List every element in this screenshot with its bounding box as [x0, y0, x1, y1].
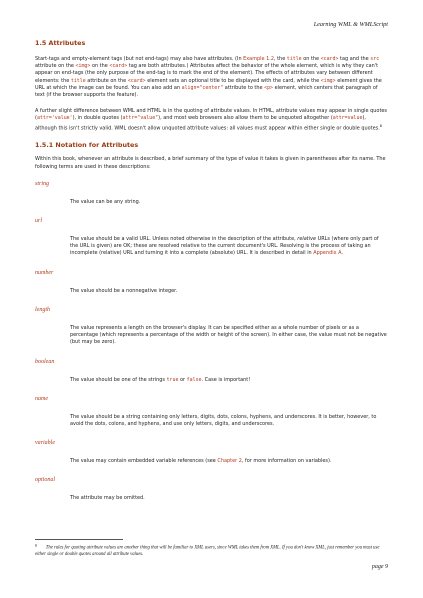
term-definition: The value may contain embedded variable references (see Chapter 2, for more information on variables). — [70, 458, 332, 465]
term-label: name — [35, 395, 48, 402]
term-definition: The value should be a nonnegative integer. — [70, 287, 178, 294]
subsection-heading: 1.5.1 Notation for Attributes — [35, 141, 139, 150]
term-definition: The value should be a string containing only letters, digits, dots, colons, hyphens, and underscores. It is better, however, to avoid the dots, colons, and hyphens, and use only letters, digits, and underscores. — [70, 413, 377, 427]
footnote-divider — [35, 539, 123, 540]
code-single-quote: attr='value' — [36, 115, 73, 122]
code-src-2: <card> — [127, 77, 146, 84]
footnote-marker: 8 — [35, 544, 37, 548]
chapter-link[interactable]: Chapter 2 — [217, 458, 242, 465]
term-url — [35, 217, 387, 258]
notation-intro: Within this book, whenever an attribute is described, a brief summary of the type of value it takes is given in parentheses after its name. The following terms are used in these descriptions: — [35, 156, 386, 170]
term-definition: The value can be any string. — [70, 198, 141, 205]
term-label: length — [35, 306, 50, 313]
term-label: boolean — [35, 358, 55, 365]
term-label: variable — [35, 440, 55, 447]
code-unquoted: attr=value — [332, 115, 363, 122]
footnote-text: The rules for quoting attribute values are another thing that will be familiar to XML users, since WML takes them from XML. If you don't know XML, just remember you must use either single or double quotes around all attribute values. — [35, 545, 380, 557]
term-number — [35, 269, 387, 295]
appendix-link[interactable]: Appendix A — [313, 250, 342, 257]
term-definition: The value should be a valid URL. Unless noted otherwise in the description of the attribute, relative URLs (where only part of the URL is given) are OK; these are resolved relative to the current document's URL. Resolving is the process of taking an incomplete (relative) URL and turning it into a complete (absolute) URL. It is described in detail in Appendix A. — [70, 236, 379, 257]
example-link[interactable]: Example 1.2 — [243, 56, 274, 62]
code-img-tag-2: <img> — [320, 77, 336, 84]
code-double-quote: attr="value" — [122, 115, 159, 122]
code-false: false — [186, 376, 202, 383]
code-align-center: align="center" — [181, 84, 224, 91]
code-card-tag: <card> — [320, 56, 339, 62]
term-definition: The attribute may be omitted. — [70, 495, 145, 502]
footnote-ref[interactable]: 8 — [379, 123, 383, 128]
code-img-tag: <img> — [75, 63, 91, 70]
running-header: Learning WML & WMLScript — [313, 21, 388, 28]
section-heading: 1.5 Attributes — [35, 39, 86, 47]
term-name — [35, 395, 387, 428]
term-label: optional — [35, 477, 56, 484]
term-definition: The value represents a length on the browser's display. It can be specified either as a whole number of pixels or as a percentage (which represents a percentage of the width or height of the screen). In either case, the value must not be negative (but may be zero). — [70, 324, 387, 346]
code-title-2: <card> — [109, 63, 128, 70]
code-src: src — [370, 56, 380, 62]
page-content — [35, 39, 387, 514]
term-boolean — [35, 358, 387, 384]
footnote — [35, 543, 389, 558]
term-label: string — [35, 180, 50, 187]
term-label: number — [35, 269, 54, 276]
term-label: url — [35, 218, 43, 225]
term-optional — [35, 476, 387, 502]
code-card-tag-2: title — [70, 77, 86, 84]
term-variable — [35, 439, 387, 465]
term-length — [35, 306, 387, 347]
quoting-paragraph: A further slight difference between WML and HTML is in the quoting of attribute values. In HTML, attribute values may appear in single quotes (attr='value'), in double quotes (attr="value"), and most web browsers also allow them to be unquoted altogether (attr=value), although this isn't strictly valid. WML doesn't allow unquoted attribute values: all values must appear within either single or double quotes.$^8$ — [35, 108, 387, 132]
code-true: true — [166, 376, 179, 383]
term-string — [35, 180, 387, 206]
attributes-paragraph: Start-tags and empty-element tags (but not end-tags) may also have attributes. (In Example 1.2, the title on the <card> tag and the src attribute on the <img> on the <card> tag are both attributes.) Attributes affect the behavior of the whole element, which is why they can't appear on end-tags (the only purpose of the end-tag is to mark the end of the element). The effects of attributes vary between different elements: the title attribute on the <card> element sets an optional title to be displayed with the card, while the <img> element gives the URL at which the image can be found. You can also add an align="center" attribute to the <p> element, which centers that paragraph of text (if the browser supports the feature). — [35, 56, 382, 99]
term-definition: The value should be one of the strings true or false. Case is important! — [70, 376, 251, 383]
page-number: page 9 — [371, 564, 388, 570]
code-title: title — [286, 56, 302, 62]
code-p-tag: <p> — [264, 84, 274, 91]
